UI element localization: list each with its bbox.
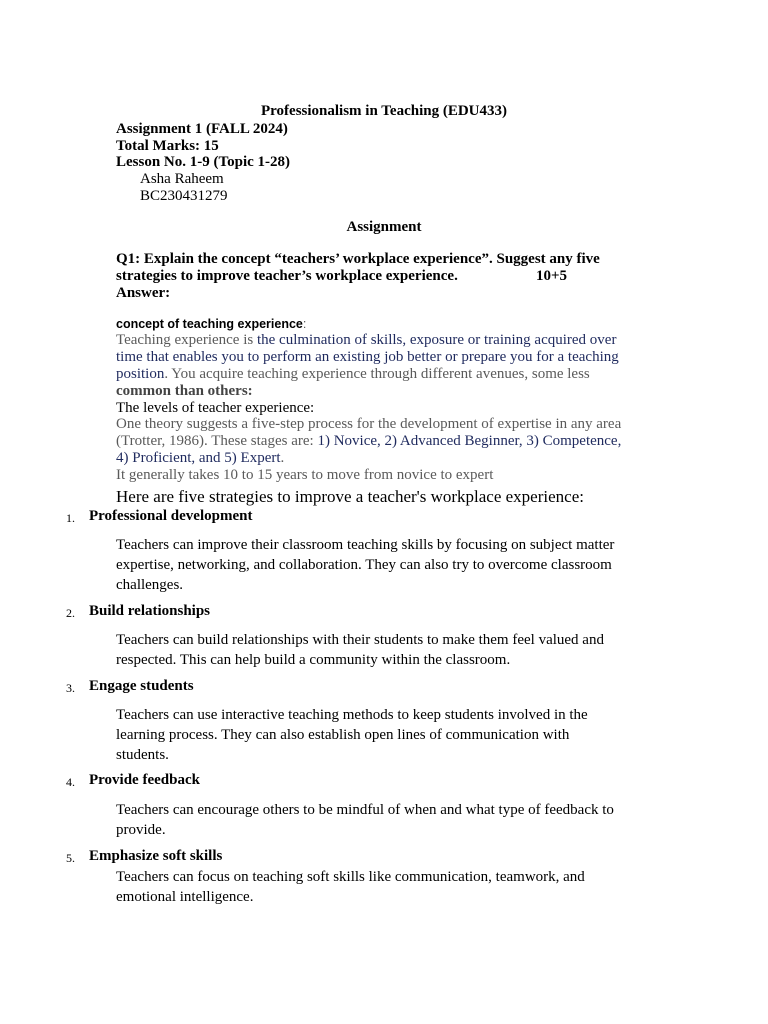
strategy-body-line: students. xyxy=(116,747,169,763)
answer-label: Answer: xyxy=(116,285,171,301)
assignment-label: Assignment 1 (FALL 2024) xyxy=(116,121,288,137)
strategy-body-line: Teachers can improve their classroom teaching skills by focusing on subject matter xyxy=(116,537,615,553)
concept-heading-colon: : xyxy=(302,317,307,331)
question-marks: 10+5 xyxy=(536,268,568,284)
concept-paragraph-line-1 xyxy=(116,332,616,349)
strategy-body-line: expertise, networking, and collaboration. They can also try to overcome classroom xyxy=(116,557,612,573)
concept-paragraph-line-2: time that enables you to perform an existing job better or prepare you for a teaching xyxy=(116,349,619,365)
levels-paragraph-line-2 xyxy=(116,433,621,450)
total-marks: Total Marks: 15 xyxy=(116,138,219,154)
concept-text: Teaching experience is xyxy=(116,332,257,348)
question-line-2: strategies to improve teacher’s workplace experience. xyxy=(116,268,458,284)
strategy-title: Emphasize soft skills xyxy=(89,848,223,864)
strategy-title: Build relationships xyxy=(89,603,211,619)
strategy-title: Engage students xyxy=(89,678,194,694)
strategies-intro: Here are five strategies to improve a teacher's workplace experience: xyxy=(116,487,584,506)
strategy-body-line: Teachers can focus on teaching soft skills like communication, teamwork, and xyxy=(116,869,585,885)
levels-text: . xyxy=(280,450,285,466)
student-name: Asha Raheem xyxy=(140,171,224,187)
strategy-body-line: Teachers can use interactive teaching methods to keep students involved in the xyxy=(116,707,588,723)
levels-heading: The levels of teacher experience: xyxy=(116,400,315,416)
levels-paragraph-line-1: One theory suggests a five-step process for the development of expertise in any area xyxy=(116,416,622,432)
levels-paragraph-line-4: It generally takes 10 to 15 years to move from novice to expert xyxy=(116,467,494,483)
strategy-body-line: emotional intelligence. xyxy=(116,889,254,905)
strategy-number: 4. xyxy=(66,775,75,789)
strategy-title: Provide feedback xyxy=(89,772,200,788)
strategy-number: 3. xyxy=(66,681,75,695)
strategy-number: 5. xyxy=(66,851,75,865)
strategy-body-line: Teachers can encourage others to be mindful of when and what type of feedback to xyxy=(116,802,614,818)
question-line-1: Q1: Explain the concept “teachers’ workplace experience”. Suggest any five xyxy=(116,251,600,267)
concept-text: . You acquire teaching experience through different avenues, some less xyxy=(164,366,590,382)
levels-text: (Trotter, 1986). These stages are: xyxy=(116,433,318,449)
concept-highlight: the culmination of skills, exposure or training acquired over xyxy=(256,332,617,348)
lesson-range: Lesson No. 1-9 (Topic 1-28) xyxy=(116,154,291,170)
page-title: Professionalism in Teaching (EDU433) xyxy=(261,103,507,119)
concept-highlight: position xyxy=(116,366,165,382)
concept-heading xyxy=(116,317,306,331)
strategy-number: 1. xyxy=(66,511,75,525)
concept-paragraph-line-4: common than others: xyxy=(116,383,253,399)
levels-stages: 4) Proficient, and 5) Expert xyxy=(116,450,281,466)
levels-paragraph-line-3 xyxy=(116,450,284,467)
strategy-number: 2. xyxy=(66,606,75,620)
concept-heading-text: concept of teaching experience xyxy=(116,317,303,331)
strategy-body-line: provide. xyxy=(116,822,166,838)
section-title: Assignment xyxy=(346,219,422,235)
levels-stages: 1) Novice, 2) Advanced Beginner, 3) Competence, xyxy=(317,433,622,449)
strategy-body-line: challenges. xyxy=(116,577,184,593)
strategy-title: Professional development xyxy=(89,508,253,524)
strategy-body-line: learning process. They can also establish open lines of communication with xyxy=(116,727,570,743)
strategy-body-line: Teachers can build relationships with their students to make them feel valued and xyxy=(116,632,604,648)
strategy-body-line: respected. This can help build a community within the classroom. xyxy=(116,652,511,668)
concept-paragraph-line-3 xyxy=(116,366,590,383)
student-id: BC230431279 xyxy=(140,188,228,204)
